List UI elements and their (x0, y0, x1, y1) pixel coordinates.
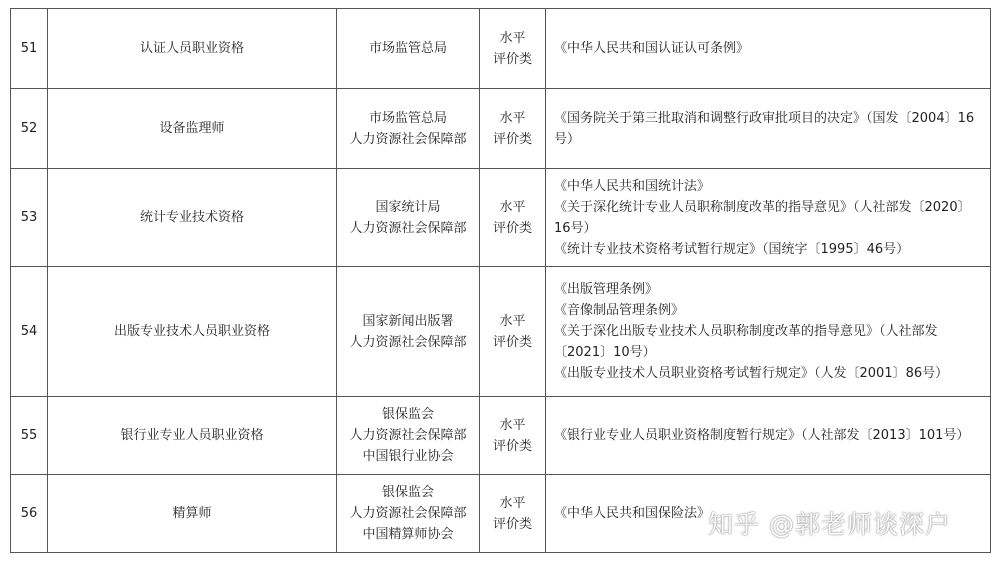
type-label: 水平 (499, 313, 526, 329)
qualification-name: 银行业专业人员职业资格 (48, 397, 337, 475)
legal-basis-cell (546, 169, 991, 267)
qualification-name: 统计专业技术资格 (48, 169, 337, 267)
legal-basis-item: 《音像制品管理条例》 (554, 303, 685, 318)
type-label: 评价类 (492, 438, 532, 454)
department-name: 中国银行业协会 (362, 449, 454, 464)
department-name: 银保监会 (381, 407, 434, 422)
department-cell (337, 89, 480, 169)
table-row (11, 267, 991, 397)
legal-basis-cell (546, 267, 991, 397)
row-number: 56 (11, 475, 48, 553)
department-cell (337, 169, 480, 267)
table-row (11, 397, 991, 475)
legal-basis-item: 《关于深化出版专业技术人员职称制度改革的指导意见》（人社部发〔2021〕10号） (554, 324, 938, 360)
row-number: 52 (11, 89, 48, 169)
department-name: 人力资源社会保障部 (349, 131, 467, 147)
qualification-name: 设备监理师 (48, 89, 337, 169)
department-name: 人力资源社会保障部 (349, 220, 467, 236)
type-cell (480, 475, 546, 553)
department-name: 人力资源社会保障部 (349, 334, 467, 350)
qualification-table (10, 8, 991, 553)
type-cell (480, 267, 546, 397)
department-name: 国家统计局 (375, 199, 441, 215)
watermark: 知乎 @郭老师谈深户 (708, 510, 951, 539)
legal-basis-item: 《银行业专业人员职业资格制度暂行规定》（人社部发〔2013〕101号） (554, 428, 970, 443)
qualification-name: 认证人员职业资格 (48, 9, 337, 89)
type-cell (480, 169, 546, 267)
department-name: 国家新闻出版署 (362, 313, 454, 329)
department-name: 人力资源社会保障部 (349, 506, 467, 521)
row-number: 53 (11, 169, 48, 267)
legal-basis-item: 《关于深化统计专业人员职称制度改革的指导意见》（人社部发〔2020〕16号） (554, 199, 971, 236)
table-row (11, 169, 991, 267)
qualification-name: 精算师 (48, 475, 337, 553)
row-number: 55 (11, 397, 48, 475)
legal-basis-item: 《中华人民共和国认证认可条例》 (554, 41, 750, 56)
department-cell (337, 475, 480, 553)
legal-basis-cell (546, 397, 991, 475)
type-label: 水平 (499, 495, 526, 511)
legal-basis-item: 《中华人民共和国统计法》 (554, 178, 711, 194)
department-name: 中国精算师协会 (362, 527, 454, 542)
qualification-name: 出版专业技术人员职业资格 (48, 267, 337, 397)
type-label: 评价类 (492, 334, 532, 350)
type-label: 水平 (499, 199, 526, 215)
legal-basis-cell (546, 89, 991, 169)
department-name: 银保监会 (381, 485, 434, 500)
type-cell (480, 89, 546, 169)
type-label: 水平 (499, 417, 526, 433)
row-number: 51 (11, 9, 48, 89)
department-name: 市场监管总局 (368, 41, 447, 56)
legal-basis-item: 《出版专业技术人员职业资格考试暂行规定》（人发〔2001〕86号） (554, 366, 949, 381)
type-cell (480, 9, 546, 89)
table-row (11, 9, 991, 89)
type-label: 评价类 (492, 220, 532, 236)
department-cell (337, 397, 480, 475)
department-name: 市场监管总局 (368, 110, 447, 126)
legal-basis-item: 《统计专业技术资格考试暂行规定》（国统字〔1995〕46号） (554, 241, 910, 257)
legal-basis-cell (546, 9, 991, 89)
type-label: 水平 (499, 30, 526, 46)
type-label: 评价类 (492, 516, 532, 532)
type-label: 评价类 (492, 131, 532, 147)
legal-basis-item: 《国务院关于第三批取消和调整行政审批项目的决定》（国发〔2004〕16号） (554, 110, 975, 147)
legal-basis-item: 《中华人民共和国保险法》 (554, 506, 711, 521)
department-cell (337, 9, 480, 89)
department-cell (337, 267, 480, 397)
type-cell (480, 397, 546, 475)
department-name: 人力资源社会保障部 (349, 428, 467, 443)
legal-basis-item: 《出版管理条例》 (554, 282, 659, 297)
row-number: 54 (11, 267, 48, 397)
type-label: 水平 (499, 110, 526, 126)
table-row (11, 89, 991, 169)
type-label: 评价类 (492, 51, 532, 67)
